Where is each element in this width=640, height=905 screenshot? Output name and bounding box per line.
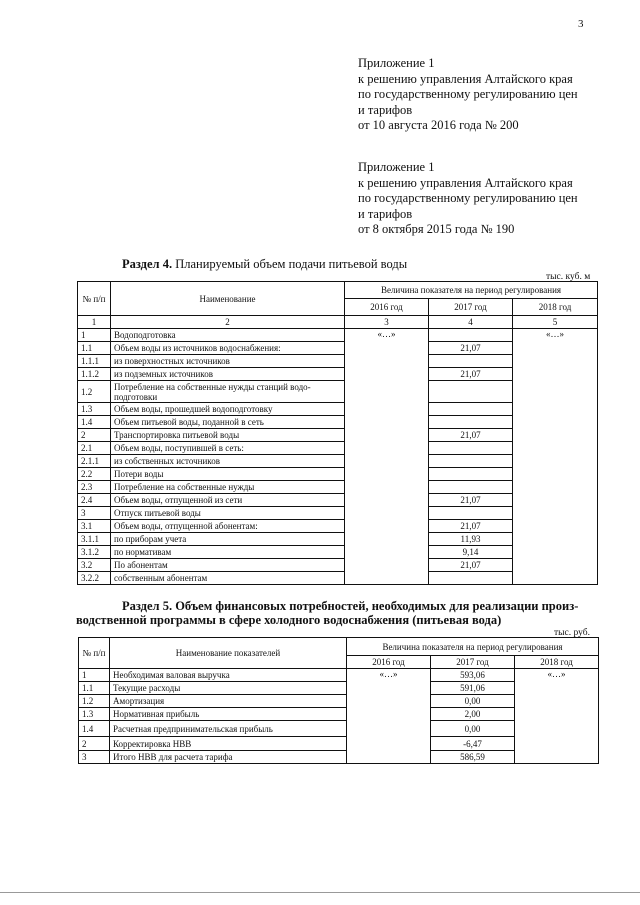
annex-line: по государственному регулированию цен xyxy=(358,87,578,101)
header-year-2018: 2018 год xyxy=(513,299,598,316)
row-number: 3.2 xyxy=(78,559,111,572)
value-2018: «…» xyxy=(513,329,598,585)
annex-line: по государственному регулированию цен xyxy=(358,191,578,205)
row-number: 1.3 xyxy=(79,708,110,721)
value-2017: 21,07 xyxy=(429,342,513,355)
row-number: 1.1.1 xyxy=(78,355,111,368)
value-2017: 21,07 xyxy=(429,368,513,381)
annex-line: от 8 октября 2015 года № 190 xyxy=(358,222,515,236)
value-2017 xyxy=(429,455,513,468)
row-number: 2 xyxy=(79,737,110,751)
value-2016: «…» xyxy=(345,329,429,585)
header-num: № п/п xyxy=(79,638,110,669)
value-2017 xyxy=(429,416,513,429)
value-2017 xyxy=(429,329,513,342)
value-2017: 2,00 xyxy=(431,708,515,721)
header-name: Наименование показателей xyxy=(110,638,347,669)
index-cell: 4 xyxy=(429,316,513,329)
row-name: Потребление на собственные нужды станций водо-подготовки xyxy=(111,381,345,403)
value-2017: 593,06 xyxy=(431,669,515,682)
annex-line: от 10 августа 2016 года № 200 xyxy=(358,118,519,132)
row-name: по приборам учета xyxy=(111,533,345,546)
row-name: Итого НВВ для расчета тарифа xyxy=(110,751,347,764)
value-2017 xyxy=(429,468,513,481)
row-name: по нормативам xyxy=(111,546,345,559)
value-2017: 21,07 xyxy=(429,520,513,533)
section4-title xyxy=(122,256,407,272)
row-number: 3.1.2 xyxy=(78,546,111,559)
row-number: 3.1 xyxy=(78,520,111,533)
row-number: 1 xyxy=(78,329,111,342)
row-name: Объем воды, поступившей в сеть: xyxy=(111,442,345,455)
value-2017 xyxy=(429,481,513,494)
row-name: Потери воды xyxy=(111,468,345,481)
row-name: Нормативная прибыль xyxy=(110,708,347,721)
row-number: 2.2 xyxy=(78,468,111,481)
row-name: По абонентам xyxy=(111,559,345,572)
page-bottom-edge xyxy=(0,892,640,893)
row-number: 1.1.2 xyxy=(78,368,111,381)
annex-line: к решению управления Алтайского края xyxy=(358,71,573,86)
row-number: 1.3 xyxy=(78,403,111,416)
annex-line: к решению управления Алтайского края xyxy=(358,175,573,190)
annex-block-original xyxy=(358,160,578,238)
row-name: из собственных источников xyxy=(111,455,345,468)
header-year-2018: 2018 год xyxy=(515,656,599,669)
value-2017 xyxy=(429,381,513,403)
row-name: Объем питьевой воды, поданной в сеть xyxy=(111,416,345,429)
table-row xyxy=(79,669,599,682)
value-2017: 21,07 xyxy=(429,559,513,572)
index-cell: 1 xyxy=(78,316,111,329)
value-2017 xyxy=(429,355,513,368)
row-number: 2.3 xyxy=(78,481,111,494)
value-2017: 586,59 xyxy=(431,751,515,764)
row-number: 2.1.1 xyxy=(78,455,111,468)
row-number: 1.4 xyxy=(78,416,111,429)
header-group: Величина показателя на период регулирования xyxy=(345,282,598,299)
value-2017 xyxy=(429,403,513,416)
row-name: из поверхностных источников xyxy=(111,355,345,368)
row-number: 2.4 xyxy=(78,494,111,507)
index-cell: 5 xyxy=(513,316,598,329)
value-2017: 9,14 xyxy=(429,546,513,559)
value-2017: 11,93 xyxy=(429,533,513,546)
row-name: Необходимая валовая выручка xyxy=(110,669,347,682)
header-year-2017: 2017 год xyxy=(431,656,515,669)
row-number: 2 xyxy=(78,429,111,442)
section5-title-text: Объем финансовых потребностей, необходимых для реализации произ- xyxy=(172,599,579,613)
index-cell: 2 xyxy=(111,316,345,329)
row-name: Водоподготовка xyxy=(111,329,345,342)
value-2017: 591,06 xyxy=(431,682,515,695)
section4-title-text: Планируемый объем подачи питьевой воды xyxy=(172,257,408,271)
annex-line: и тарифов xyxy=(358,102,413,117)
row-name: Амортизация xyxy=(110,695,347,708)
header-group: Величина показателя на период регулирования xyxy=(347,638,599,656)
annex-block-current xyxy=(358,56,578,134)
section5-title-number: Раздел 5. xyxy=(122,599,173,613)
header-year-2017: 2017 год xyxy=(429,299,513,316)
row-name: Расчетная предпринимательская прибыль xyxy=(110,721,347,737)
section5-table xyxy=(78,637,599,764)
row-name: Объем воды из источников водоснабжения: xyxy=(111,342,345,355)
row-name: Объем воды, отпущенной абонентам: xyxy=(111,520,345,533)
table-row xyxy=(78,329,598,342)
row-number: 3.1.1 xyxy=(78,533,111,546)
row-number: 1.2 xyxy=(78,381,111,403)
row-name: Текущие расходы xyxy=(110,682,347,695)
row-name: Корректировка НВВ xyxy=(110,737,347,751)
value-2016: «…» xyxy=(347,669,431,764)
value-2017: 21,07 xyxy=(429,494,513,507)
row-number: 3 xyxy=(78,507,111,520)
value-2017 xyxy=(429,572,513,585)
value-2017: 0,00 xyxy=(431,695,515,708)
section4-table xyxy=(77,281,598,585)
row-name: собственным абонентам xyxy=(111,572,345,585)
row-number: 3 xyxy=(79,751,110,764)
header-name: Наименование xyxy=(111,282,345,316)
page-number: 3 xyxy=(578,18,584,30)
value-2018: «…» xyxy=(515,669,599,764)
row-name: Объем воды, прошедшей водоподготовку xyxy=(111,403,345,416)
row-name: Отпуск питьевой воды xyxy=(111,507,345,520)
value-2017 xyxy=(429,442,513,455)
header-year-2016: 2016 год xyxy=(345,299,429,316)
row-number: 3.2.2 xyxy=(78,572,111,585)
row-number: 1.4 xyxy=(79,721,110,737)
section5-title-line2: водственной программы в сфере холодного водоснабжения (питьевая вода) xyxy=(76,613,502,627)
row-name: Потребление на собственные нужды xyxy=(111,481,345,494)
header-num: № п/п xyxy=(78,282,111,316)
index-cell: 3 xyxy=(345,316,429,329)
row-number: 1.1 xyxy=(78,342,111,355)
annex-line: Приложение 1 xyxy=(358,160,435,174)
section4-title-number: Раздел 4. xyxy=(122,257,173,271)
header-year-2016: 2016 год xyxy=(347,656,431,669)
value-2017 xyxy=(429,507,513,520)
section5-unit: тыс. руб. xyxy=(554,628,590,638)
row-number: 1.1 xyxy=(79,682,110,695)
row-name: Объем воды, отпущенной из сети xyxy=(111,494,345,507)
row-number: 1 xyxy=(79,669,110,682)
section4-unit: тыс. куб. м xyxy=(546,272,591,282)
value-2017: 0,00 xyxy=(431,721,515,737)
row-name: из подземных источников xyxy=(111,368,345,381)
annex-line: Приложение 1 xyxy=(358,56,435,70)
annex-line: и тарифов xyxy=(358,206,413,221)
value-2017: 21,07 xyxy=(429,429,513,442)
row-name: Транспортировка питьевой воды xyxy=(111,429,345,442)
row-number: 2.1 xyxy=(78,442,111,455)
value-2017: -6,47 xyxy=(431,737,515,751)
row-number: 1.2 xyxy=(79,695,110,708)
